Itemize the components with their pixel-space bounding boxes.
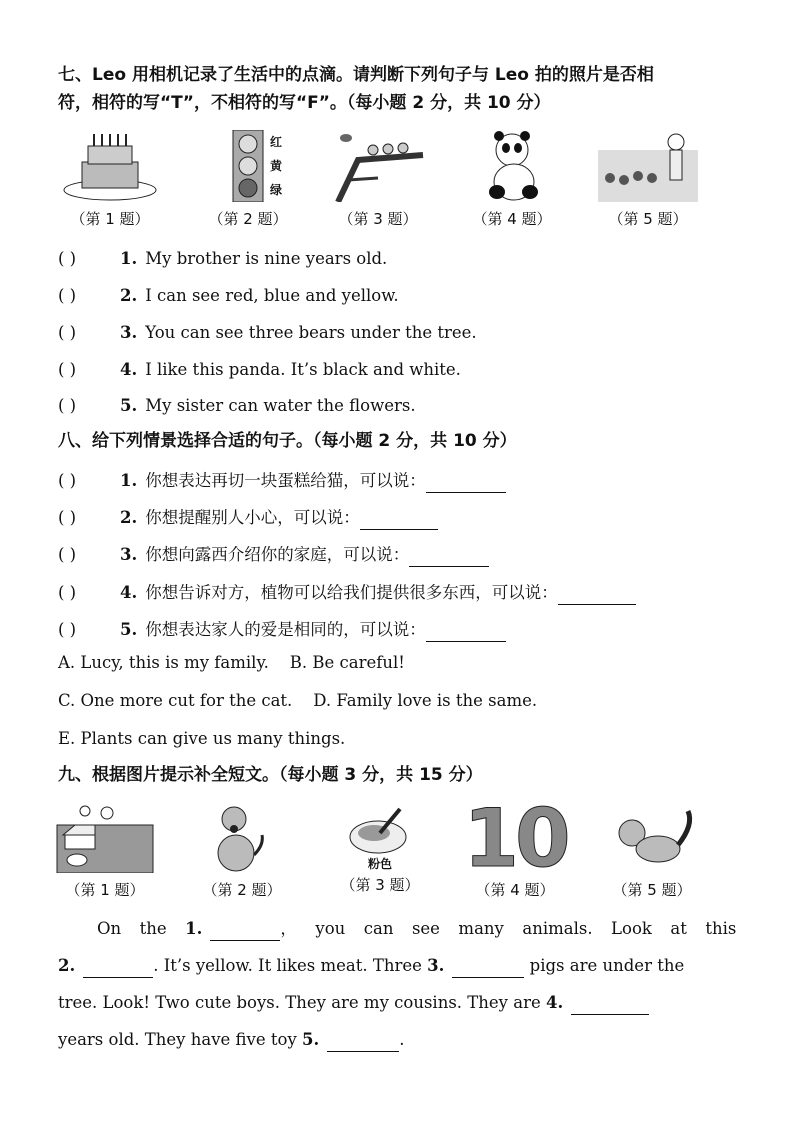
section8-item-1 (58, 469, 506, 493)
passage-text: pigs are under the (524, 956, 685, 975)
caption: （第 2 题） (208, 210, 288, 228)
passage-line-4 (58, 1028, 405, 1052)
picture-1-cake (50, 130, 170, 229)
item-number: 1. (120, 249, 138, 268)
picture-5-girl-watering (588, 130, 708, 229)
girl-watering-flowers-icon (598, 130, 698, 202)
item-text: 你想表达再切一块蛋糕给猫，可以说： (145, 471, 426, 490)
passage-line-1 (97, 917, 736, 941)
answer-paren[interactable]: ( ) (58, 286, 77, 305)
section7-item-3 (58, 321, 477, 345)
section8-item-4 (58, 581, 636, 605)
option-e: E. Plants can give us many things. (58, 729, 346, 748)
panda-icon (462, 130, 562, 202)
blank-number: 5. (302, 1030, 320, 1049)
birds-on-branch-icon (328, 130, 428, 202)
answer-paren[interactable]: ( ) (58, 545, 77, 564)
passage-line-2 (58, 954, 684, 978)
caption: （第 3 题） (338, 210, 418, 228)
passage-text: ， you can see many animals. Look at this (280, 919, 737, 938)
answer-paren[interactable]: ( ) (58, 508, 77, 527)
item-number: 1. (120, 471, 138, 490)
item-text: My brother is nine years old. (145, 249, 388, 268)
item-text: 你想告诉对方，植物可以给我们提供很多东西，可以说： (145, 583, 558, 602)
passage-line-3 (58, 991, 649, 1015)
section7-item-5 (58, 394, 416, 418)
item-text: I like this panda. It’s black and white. (145, 360, 461, 379)
answer-paren[interactable]: ( ) (58, 471, 77, 490)
picture-3-pink-paint (320, 805, 440, 895)
item-text: You can see three bears under the tree. (145, 323, 477, 342)
answer-paren[interactable]: ( ) (58, 360, 77, 379)
section8-item-2 (58, 506, 438, 530)
item-number: 4. (120, 360, 138, 379)
caption: （第 1 题） (65, 881, 145, 899)
picture-1-farm (45, 805, 165, 900)
cat-icon (602, 805, 702, 873)
section7-title: 七、Leo 用相机记录了生活中的点滴。请判断下列句子与 Leo 拍的照片是否相 (58, 65, 654, 85)
item-number: 5. (120, 396, 138, 415)
caption: （第 3 题） (340, 876, 420, 894)
pink-label: 粉色 (367, 857, 392, 871)
pink-paint-icon (330, 805, 430, 855)
red-label: 红 (270, 135, 283, 149)
number-ten-icon: 10 (463, 792, 567, 885)
caption: （第 4 题） (475, 881, 555, 899)
answer-blank-3[interactable] (452, 959, 524, 978)
item-text: 你想表达家人的爱是相同的，可以说： (145, 620, 426, 639)
answer-blank[interactable] (426, 474, 506, 493)
item-text: 你想向露西介绍你的家庭，可以说： (145, 545, 410, 564)
section8-item-5 (58, 618, 506, 642)
answer-paren[interactable]: ( ) (58, 396, 77, 415)
option-ab: A. Lucy, this is my family. B. Be careful! (58, 653, 405, 672)
passage-text: years old. They have five toy (58, 1030, 303, 1049)
caption: （第 2 题） (202, 881, 282, 899)
item-number: 3. (120, 545, 138, 564)
caption: （第 5 题） (612, 881, 692, 899)
caption: （第 5 题） (608, 210, 688, 228)
picture-4-ten (455, 792, 575, 900)
caption: （第 4 题） (472, 210, 552, 228)
picture-2-dog (182, 805, 302, 900)
item-text: I can see red, blue and yellow. (145, 286, 399, 305)
answer-blank-5[interactable] (327, 1033, 399, 1052)
caption: （第 1 题） (70, 210, 150, 228)
section8-title: 八、给下列情景选择合适的句子。（每小题 2 分，共 10 分） (58, 431, 517, 451)
section7-item-1 (58, 247, 387, 271)
yellow-label: 黄 (270, 159, 283, 173)
blank-number: 4. (545, 993, 564, 1012)
answer-blank[interactable] (360, 511, 438, 530)
dog-icon (192, 805, 292, 873)
blank-number: 2. (58, 956, 76, 975)
option-cd: C. One more cut for the cat. D. Family love is the same. (58, 691, 538, 710)
item-number: 2. (120, 508, 138, 527)
picture-4-panda (452, 130, 572, 229)
section7-item-2 (58, 284, 399, 308)
passage-text: On the (97, 919, 186, 938)
item-text: 你想提醒别人小心，可以说： (145, 508, 360, 527)
passage-text: . (399, 1030, 405, 1049)
blank-number: 3. (427, 956, 445, 975)
section9-title: 九、根据图片提示补全短文。（每小题 3 分，共 15 分） (58, 765, 483, 785)
answer-blank[interactable] (409, 548, 489, 567)
answer-blank-1[interactable] (210, 922, 280, 941)
answer-blank-4[interactable] (571, 996, 649, 1015)
answer-blank[interactable] (426, 623, 506, 642)
passage-text: . It’s yellow. It likes meat. Three (153, 956, 428, 975)
passage-text: tree. Look! Two cute boys. They are my cousins. They are (58, 993, 546, 1012)
blank-number: 1. (185, 919, 203, 938)
answer-paren[interactable]: ( ) (58, 620, 77, 639)
section8-item-3 (58, 543, 489, 567)
section7-item-4 (58, 358, 461, 382)
farm-icon (55, 805, 155, 873)
answer-paren[interactable]: ( ) (58, 323, 77, 342)
picture-2-traffic-light (188, 130, 308, 229)
item-number: 5. (120, 620, 138, 639)
answer-paren[interactable]: ( ) (58, 249, 77, 268)
picture-5-cat (592, 805, 712, 900)
picture-3-birds (318, 130, 438, 229)
section7-title-cont: 符，相符的写“T”，不相符的写“F”。（每小题 2 分，共 10 分） (58, 93, 551, 113)
item-text: My sister can water the flowers. (145, 396, 416, 415)
answer-blank[interactable] (558, 586, 636, 605)
item-number: 3. (120, 323, 138, 342)
item-number: 2. (120, 286, 138, 305)
item-number: 4. (120, 583, 138, 602)
green-label: 绿 (270, 183, 283, 197)
answer-paren[interactable]: ( ) (58, 583, 77, 602)
answer-blank-2[interactable] (83, 959, 153, 978)
birthday-cake-icon (60, 130, 160, 202)
